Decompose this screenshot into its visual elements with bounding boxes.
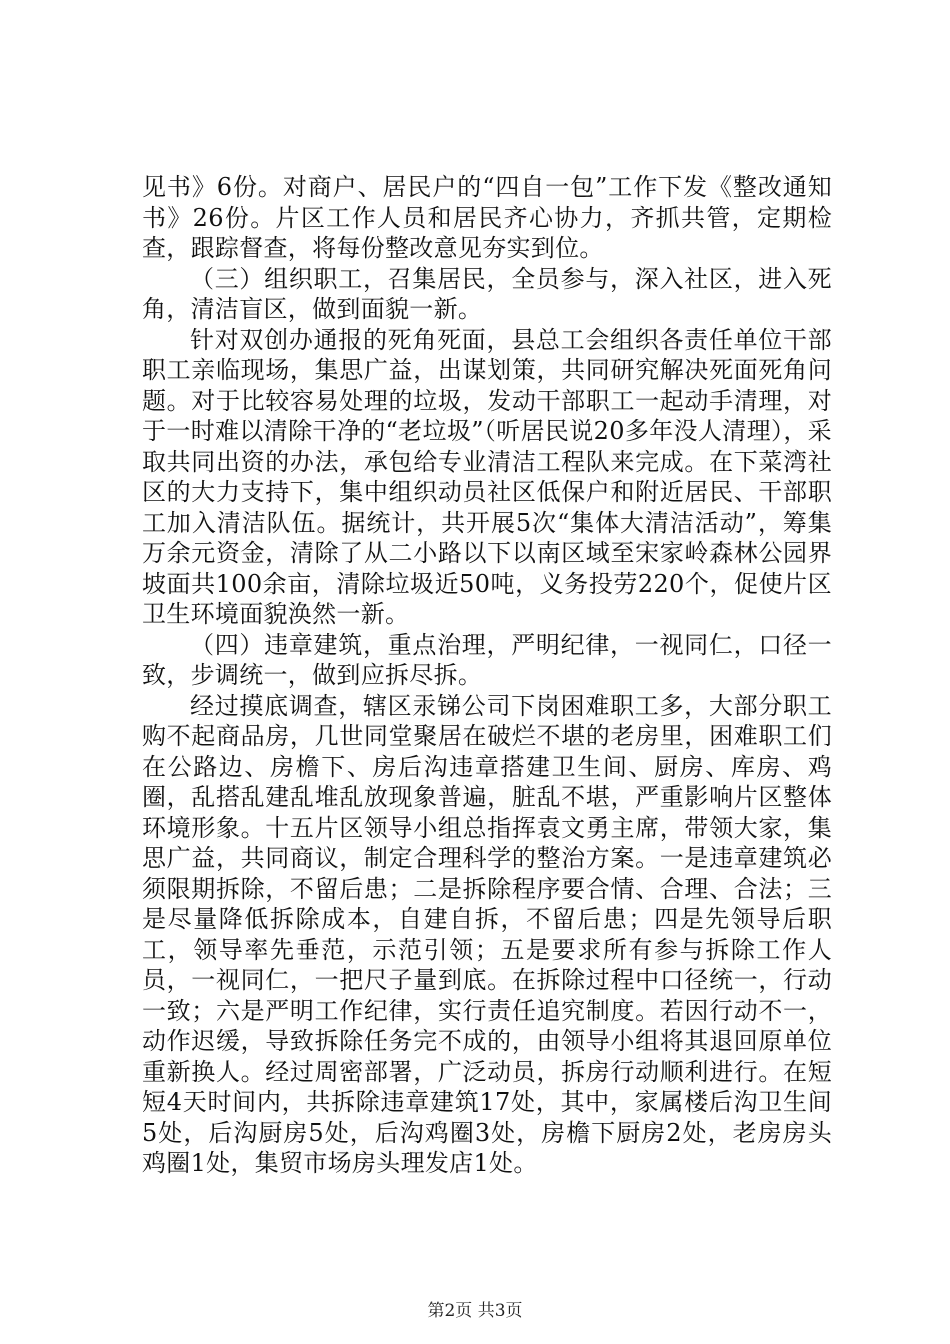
paragraph-cleanup: 针对双创办通报的死角死面，县总工会组织各责任单位干部职工亲临现场，集思广益，出谋划策，共同研究解决死面死角问题。对于比较容易处理的垃圾，发动干部职工一起动手清理，对于一时难以清除干净的“老垃圾”（听居民说20多年没人清理），采取共同出资的办法，承包给专业清洁工程队来完成。在下菜湾社区的大力支持下，集中组织动员社区低保户和附近居民、干部职工加入清洁队伍。据统计，共开展5次“集体大清洁活动”，筹集万余元资金，清除了从二小路以下以南区域至宋家岭森林公园界坡面共100余亩，清除垃圾近50吨，义务投劳220个，促使片区卫生环境面貌涣然一新。: [142, 325, 832, 628]
section-heading-three: （三）组织职工，召集居民，全员参与，深入社区，进入死角，清洁盲区，做到面貌一新。: [142, 264, 832, 323]
paragraph-continuation: 见书》6份。对商户、居民户的“四自一包”工作下发《整改通知书》26份。片区工作人员和居民齐心协力，齐抓共管，定期检查，跟踪督查，将每份整改意见夯实到位。: [142, 173, 832, 262]
paragraph-demolition: 经过摸底调查，辖区汞锑公司下岗困难职工多，大部分职工购不起商品房，几世同堂聚居在破烂不堪的老房里，困难职工们在公路边、房檐下、房后沟违章搭建卫生间、厨房、库房、鸡圈，乱搭乱建乱堆乱放现象普遍，脏乱不堪，严重影响片区整体环境形象。十五片区领导小组总指挥袁文勇主席，带领大家，集思广益，共同商议，制定合理科学的整治方案。一是违章建筑必须限期拆除，不留后患；二是拆除程序要合情、合理、合法；三是尽量降低拆除成本，自建自拆，不留后患；四是先领导后职工，领导率先垂范，示范引领；五是要求所有参与拆除工作人员，一视同仁，一把尺子量到底。在拆除过程中口径统一，行动一致；六是严明工作纪律，实行责任追究制度。若因行动不一，动作迟缓，导致拆除任务完不成的，由领导小组将其退回原单位重新换人。经过周密部署，广泛动员，拆房行动顺利进行。在短短4天时间内，共拆除违章建筑17处，其中，家属楼后沟卫生间5处，后沟厨房5处，后沟鸡圈3处，房檐下厨房2处，老房房头鸡圈1处，集贸市场房头理发店1处。: [142, 691, 832, 1177]
page-number-footer: 第2页 共3页: [427, 1301, 523, 1321]
document-body: [142, 172, 832, 1179]
section-heading-four: （四）违章建筑，重点治理，严明纪律，一视同仁，口径一致，步调统一，做到应拆尽拆。: [142, 630, 832, 689]
